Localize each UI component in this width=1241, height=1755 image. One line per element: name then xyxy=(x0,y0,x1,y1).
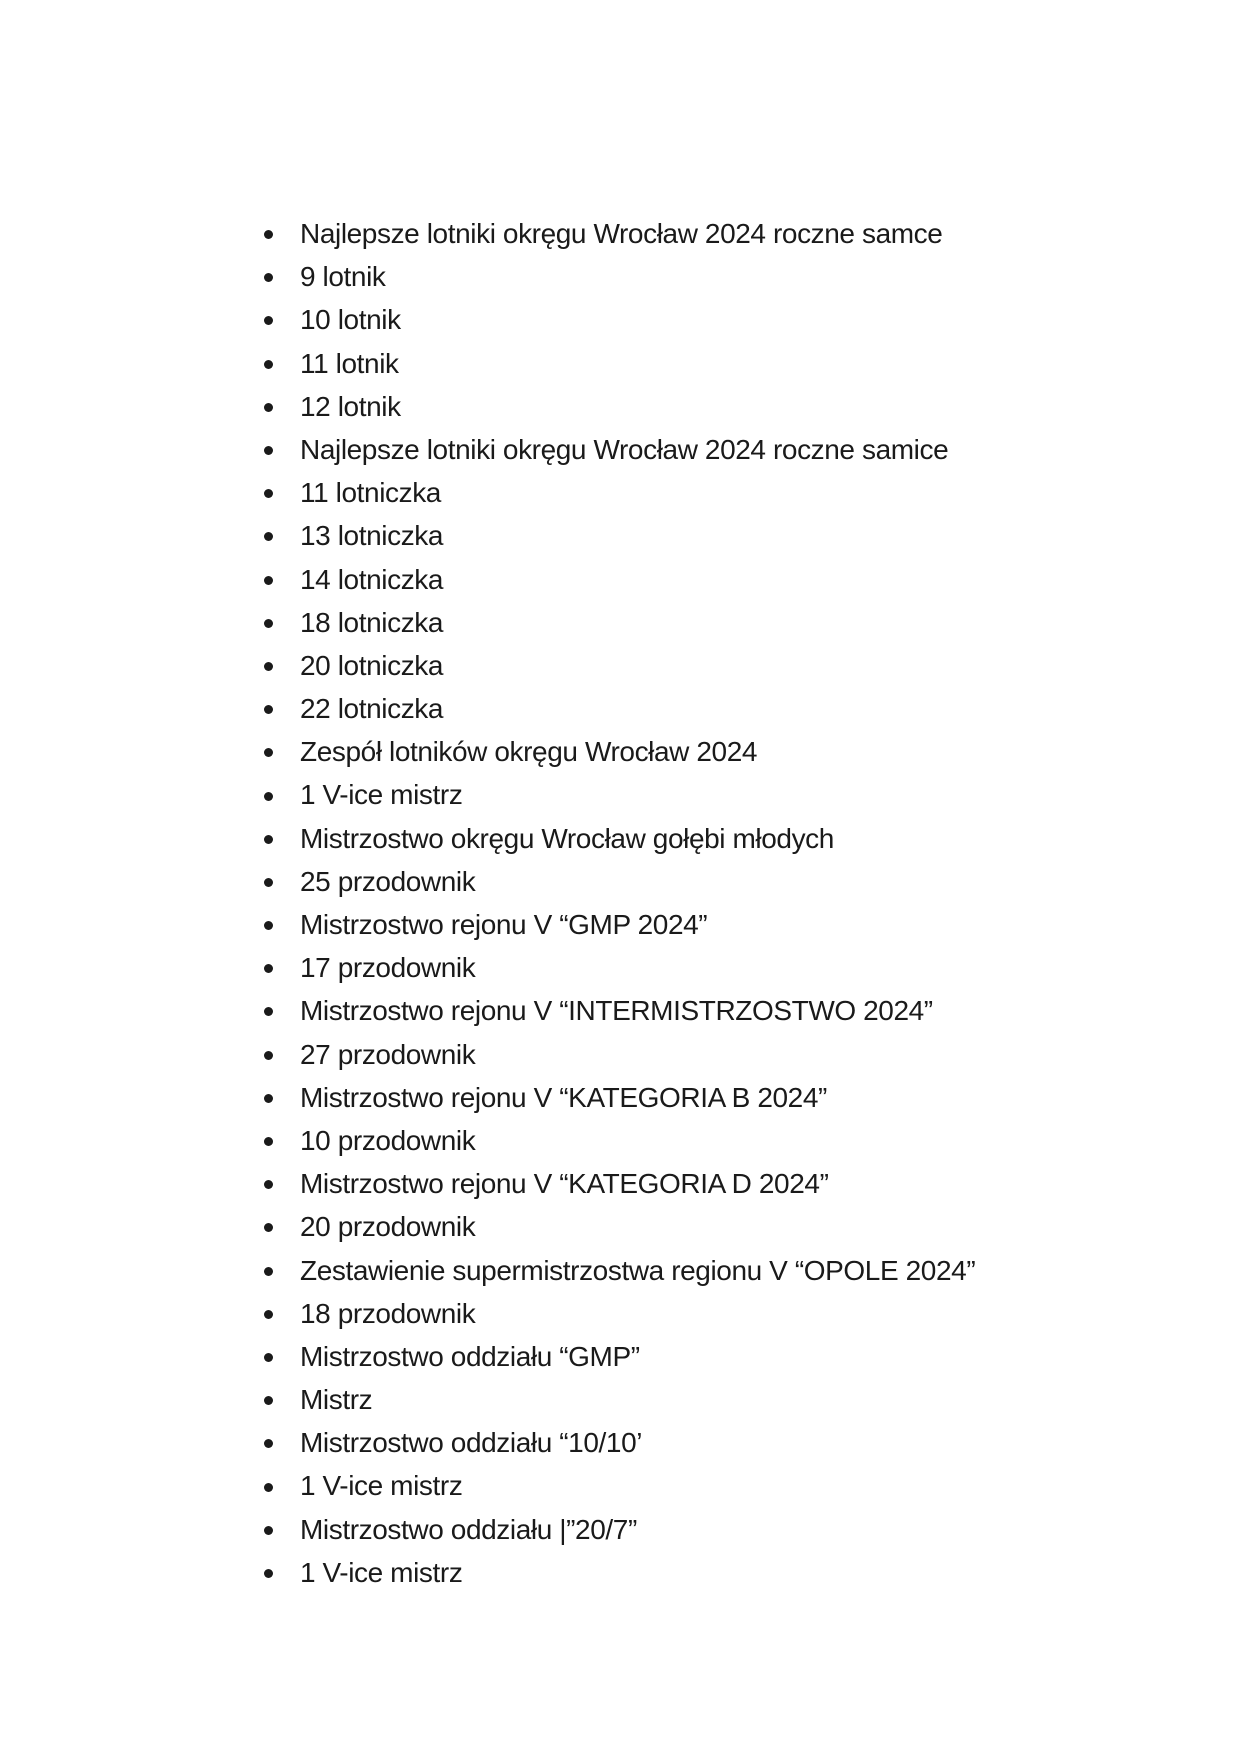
list-item xyxy=(264,1335,975,1378)
list-item-text: Zestawienie supermistrzostwa regionu V “OPOLE 2024” xyxy=(300,1254,976,1286)
list-item-text: 11 lotnik xyxy=(300,347,399,379)
list-item-text: 10 lotnik xyxy=(300,304,401,336)
bullet-list xyxy=(264,212,975,1594)
list-item-text: Mistrzostwo rejonu V “INTERMISTRZOSTWO 2024” xyxy=(300,995,933,1027)
bullet-icon xyxy=(264,748,273,757)
bullet-icon xyxy=(264,403,273,412)
bullet-icon xyxy=(264,921,273,930)
list-item-text: Mistrzostwo rejonu V “KATEGORIA B 2024” xyxy=(300,1081,827,1113)
bullet-icon xyxy=(264,1483,273,1492)
list-item-text: 14 lotniczka xyxy=(300,563,444,595)
list-item xyxy=(264,1076,975,1119)
bullet-icon xyxy=(264,316,273,325)
list-item-text: 1 V-ice mistrz xyxy=(300,779,463,811)
list-item-text: 1 V-ice mistrz xyxy=(300,1556,463,1588)
bullet-icon xyxy=(264,489,273,498)
list-item-text: 1 V-ice mistrz xyxy=(300,1470,463,1502)
list-item xyxy=(264,1249,975,1292)
list-item-text: 18 lotniczka xyxy=(300,606,444,638)
list-item xyxy=(264,1378,975,1421)
bullet-icon xyxy=(264,273,273,282)
bullet-icon xyxy=(264,1223,273,1232)
list-item xyxy=(264,687,975,730)
list-item-text: Mistrzostwo okręgu Wrocław gołębi młodych xyxy=(300,822,834,854)
list-item xyxy=(264,1119,975,1162)
bullet-icon xyxy=(264,619,273,628)
bullet-icon xyxy=(264,1310,273,1319)
bullet-icon xyxy=(264,662,273,671)
list-item-text: Mistrzostwo rejonu V “KATEGORIA D 2024” xyxy=(300,1168,829,1200)
list-item-text: Najlepsze lotniki okręgu Wrocław 2024 roczne samice xyxy=(300,433,949,465)
list-item-text: 17 przodownik xyxy=(300,952,476,984)
list-item xyxy=(264,860,975,903)
list-item xyxy=(264,428,975,471)
list-item-text: Mistrzostwo oddziału “10/10’ xyxy=(300,1427,643,1459)
list-item xyxy=(264,946,975,989)
list-item-text: 20 lotniczka xyxy=(300,649,444,681)
list-item xyxy=(264,342,975,385)
bullet-icon xyxy=(264,1094,273,1103)
bullet-icon xyxy=(264,1353,273,1362)
list-item-text: 22 lotniczka xyxy=(300,693,444,725)
list-item-text: Mistrzostwo oddziału |”20/7” xyxy=(300,1513,637,1545)
bullet-icon xyxy=(264,1439,273,1448)
list-item-text: 13 lotniczka xyxy=(300,520,444,552)
bullet-icon xyxy=(264,532,273,541)
bullet-icon xyxy=(264,1267,273,1276)
bullet-icon xyxy=(264,1569,273,1578)
bullet-icon xyxy=(264,878,273,887)
list-item-text: Mistrzostwo rejonu V “GMP 2024” xyxy=(300,909,708,940)
list-item xyxy=(264,1421,975,1464)
list-item xyxy=(264,601,975,644)
list-item-text: 27 przodownik xyxy=(300,1038,476,1070)
list-item-text: 9 lotnik xyxy=(300,261,386,293)
list-item-text: 18 przodownik xyxy=(300,1297,476,1329)
list-item-text: Mistrz xyxy=(300,1384,373,1416)
list-item-text: Zespół lotników okręgu Wrocław 2024 xyxy=(300,736,758,768)
list-item xyxy=(264,385,975,428)
list-item xyxy=(264,1162,975,1205)
list-item xyxy=(264,212,975,255)
list-item-text: 10 przodownik xyxy=(300,1124,476,1156)
bullet-icon xyxy=(264,792,273,801)
list-item-text: Najlepsze lotniki okręgu Wrocław 2024 roczne samce xyxy=(300,218,943,249)
bullet-icon xyxy=(264,964,273,973)
bullet-icon xyxy=(264,705,273,714)
bullet-icon xyxy=(264,230,273,239)
bullet-icon xyxy=(264,576,273,585)
list-item xyxy=(264,1205,975,1248)
bullet-icon xyxy=(264,1007,273,1016)
list-item xyxy=(264,1464,975,1507)
list-item xyxy=(264,558,975,601)
bullet-icon xyxy=(264,1180,273,1189)
list-item-text: 11 lotniczka xyxy=(300,477,441,509)
list-item xyxy=(264,1508,975,1551)
list-item xyxy=(264,514,975,557)
list-item xyxy=(264,903,975,946)
list-item xyxy=(264,298,975,341)
bullet-icon xyxy=(264,1526,273,1535)
bullet-icon xyxy=(264,360,273,369)
list-item xyxy=(264,471,975,514)
list-item xyxy=(264,1551,975,1594)
bullet-icon xyxy=(264,1051,273,1060)
list-item xyxy=(264,255,975,298)
list-item-text: 20 przodownik xyxy=(300,1211,476,1243)
list-item xyxy=(264,730,975,773)
bullet-icon xyxy=(264,1137,273,1146)
list-item xyxy=(264,1292,975,1335)
list-item-text: 12 lotnik xyxy=(300,390,401,422)
list-item xyxy=(264,989,975,1032)
bullet-icon xyxy=(264,1396,273,1405)
list-item-text: Mistrzostwo oddziału “GMP” xyxy=(300,1340,640,1372)
list-item xyxy=(264,817,975,860)
list-item xyxy=(264,773,975,816)
bullet-icon xyxy=(264,835,273,844)
list-item-text: 25 przodownik xyxy=(300,865,476,897)
bullet-icon xyxy=(264,446,273,455)
list-item xyxy=(264,644,975,687)
list-item xyxy=(264,1033,975,1076)
